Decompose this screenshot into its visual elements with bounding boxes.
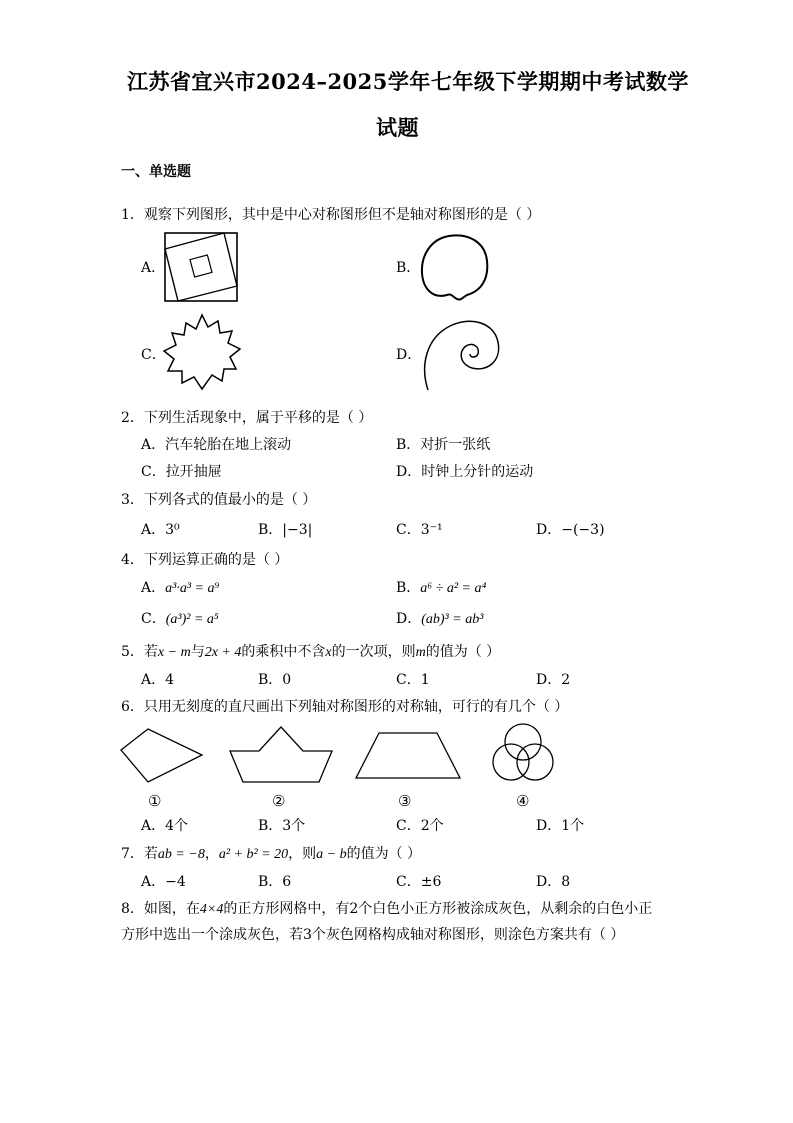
q4-option-a-label: A． bbox=[141, 580, 166, 596]
q5-stem-post: 的值为（ ） bbox=[425, 644, 501, 660]
q3-option-d bbox=[536, 521, 605, 539]
question-1-stem: 1．观察下列图形，其中是中心对称图形但不是轴对称图形的是（ ） bbox=[121, 207, 541, 223]
q6-figure-3-label: ③ bbox=[398, 792, 412, 810]
question-7-stem bbox=[121, 845, 421, 864]
q3-option-b-value: |−3| bbox=[282, 522, 313, 538]
question-5-stem bbox=[121, 643, 500, 662]
q4-option-c-label: C． bbox=[141, 611, 166, 627]
q8-text-pre: 8．如图，在 bbox=[121, 901, 200, 917]
q7-expression: a − b bbox=[316, 847, 347, 862]
q4-option-d-value: (ab)³ = ab³ bbox=[421, 612, 484, 627]
q1-option-a-label: A． bbox=[141, 260, 166, 276]
q5-option-b: B．0 bbox=[258, 672, 292, 688]
q2-option-c: C．拉开抽屉 bbox=[141, 464, 222, 480]
q7-option-c: C．±6 bbox=[396, 874, 442, 890]
q6-option-d: D．1个 bbox=[536, 818, 585, 834]
q1-figure-d-spiral bbox=[420, 316, 502, 392]
question-8-stem-line1 bbox=[121, 900, 652, 919]
q5-var-m: m bbox=[415, 645, 426, 660]
q8-text-post: 的正方形网格中，有2个白色小正方形被涂成灰色，从剩余的白色小正 bbox=[223, 901, 653, 917]
question-4-stem: 4．下列运算正确的是（ ） bbox=[121, 552, 289, 568]
q7-text-mid: ，则 bbox=[288, 846, 317, 862]
q6-figure-2-boat bbox=[229, 726, 333, 784]
q3-option-a-value: 3⁰ bbox=[165, 522, 180, 538]
question-8-stem-line2: 方形中选出一个涂成灰色，若3个灰色网格构成轴对称图形，则涂色方案共有（ ） bbox=[121, 927, 625, 943]
q4-option-d-label: D． bbox=[396, 611, 422, 627]
q3-option-c bbox=[396, 521, 443, 539]
q6-figure-3-trapezoid bbox=[355, 732, 461, 780]
q3-option-c-label: C． bbox=[396, 522, 421, 538]
q4-option-b-value: a⁶ ÷ a² = a⁴ bbox=[420, 581, 487, 596]
q6-figure-2-label: ② bbox=[272, 792, 286, 810]
q1-option-b-label: B． bbox=[396, 260, 421, 276]
question-6-stem: 6．只用无刻度的直尺画出下列轴对称图形的对称轴，可行的有几个（ ） bbox=[121, 699, 569, 715]
q7-stem-pre: 7．若 bbox=[121, 846, 158, 862]
q6-figure-4-triquetra bbox=[490, 722, 556, 784]
q6-option-c: C．2个 bbox=[396, 818, 444, 834]
q7-option-b: B．6 bbox=[258, 874, 292, 890]
page-title-line2: 试题 bbox=[376, 115, 419, 140]
q1-option-c-label: C． bbox=[141, 347, 166, 363]
question-2-stem: 2．下列生活现象中，属于平移的是（ ） bbox=[121, 410, 373, 426]
q5-var-x: x bbox=[325, 645, 332, 660]
section-heading: 一、单选题 bbox=[121, 164, 191, 180]
q4-option-d bbox=[396, 610, 483, 629]
q2-option-a: A．汽车轮胎在地上滚动 bbox=[141, 437, 292, 453]
q4-option-b-label: B． bbox=[396, 580, 421, 596]
q3-option-a-label: A． bbox=[141, 522, 166, 538]
q6-figure-1-kite bbox=[120, 728, 204, 784]
q4-option-c bbox=[141, 610, 219, 629]
q5-expr-2: 2x + 4 bbox=[204, 645, 242, 660]
q5-text-1: 与 bbox=[190, 644, 205, 660]
q1-option-d-label: D． bbox=[396, 347, 422, 363]
q6-option-b: B．3个 bbox=[258, 818, 306, 834]
q5-option-c: C．1 bbox=[396, 672, 430, 688]
q4-option-a-value: a³·a³ = a⁹ bbox=[165, 581, 220, 596]
q3-option-d-label: D． bbox=[536, 522, 562, 538]
q1-figure-a-square bbox=[164, 232, 238, 302]
q1-figure-c-snowflake bbox=[162, 313, 242, 393]
q5-text-3: 的一次项，则 bbox=[331, 644, 416, 660]
page-title: 江苏省宜兴市2024–2025学年七年级下学期期中考试数学 bbox=[127, 69, 689, 94]
q4-option-a bbox=[141, 579, 219, 598]
q7-separator: ， bbox=[204, 846, 219, 862]
q5-text-2: 的乘积中不含 bbox=[241, 644, 326, 660]
q2-option-d: D．时钟上分针的运动 bbox=[396, 464, 534, 480]
q4-option-b bbox=[396, 579, 486, 598]
q6-option-a: A．4个 bbox=[141, 818, 189, 834]
q5-option-d: D．2 bbox=[536, 672, 571, 688]
q3-option-d-value: −(−3) bbox=[561, 522, 605, 538]
q1-figure-b-blob bbox=[419, 233, 491, 303]
question-3-stem: 3．下列各式的值最小的是（ ） bbox=[121, 492, 317, 508]
q3-option-a bbox=[141, 521, 180, 539]
q7-stem-post: 的值为（ ） bbox=[346, 846, 422, 862]
q5-expr-1: x − m bbox=[157, 645, 191, 660]
q2-option-b: B．对折一张纸 bbox=[396, 437, 491, 453]
q7-option-a: A．−4 bbox=[141, 874, 186, 890]
q6-figure-1-label: ① bbox=[148, 792, 162, 810]
q3-option-c-value: 3⁻¹ bbox=[420, 522, 443, 538]
q5-stem-pre: 5．若 bbox=[121, 644, 158, 660]
q8-grid-size: 4×4 bbox=[199, 902, 224, 917]
q3-option-b bbox=[258, 521, 312, 539]
q3-option-b-label: B． bbox=[258, 522, 283, 538]
q5-option-a: A．4 bbox=[141, 672, 175, 688]
q6-figure-4-label: ④ bbox=[516, 792, 530, 810]
q7-condition-1: ab = −8 bbox=[157, 847, 205, 862]
q7-option-d: D．8 bbox=[536, 874, 571, 890]
q7-condition-2: a² + b² = 20 bbox=[218, 847, 289, 862]
q4-option-c-value: (a³)² = a⁵ bbox=[165, 612, 219, 627]
